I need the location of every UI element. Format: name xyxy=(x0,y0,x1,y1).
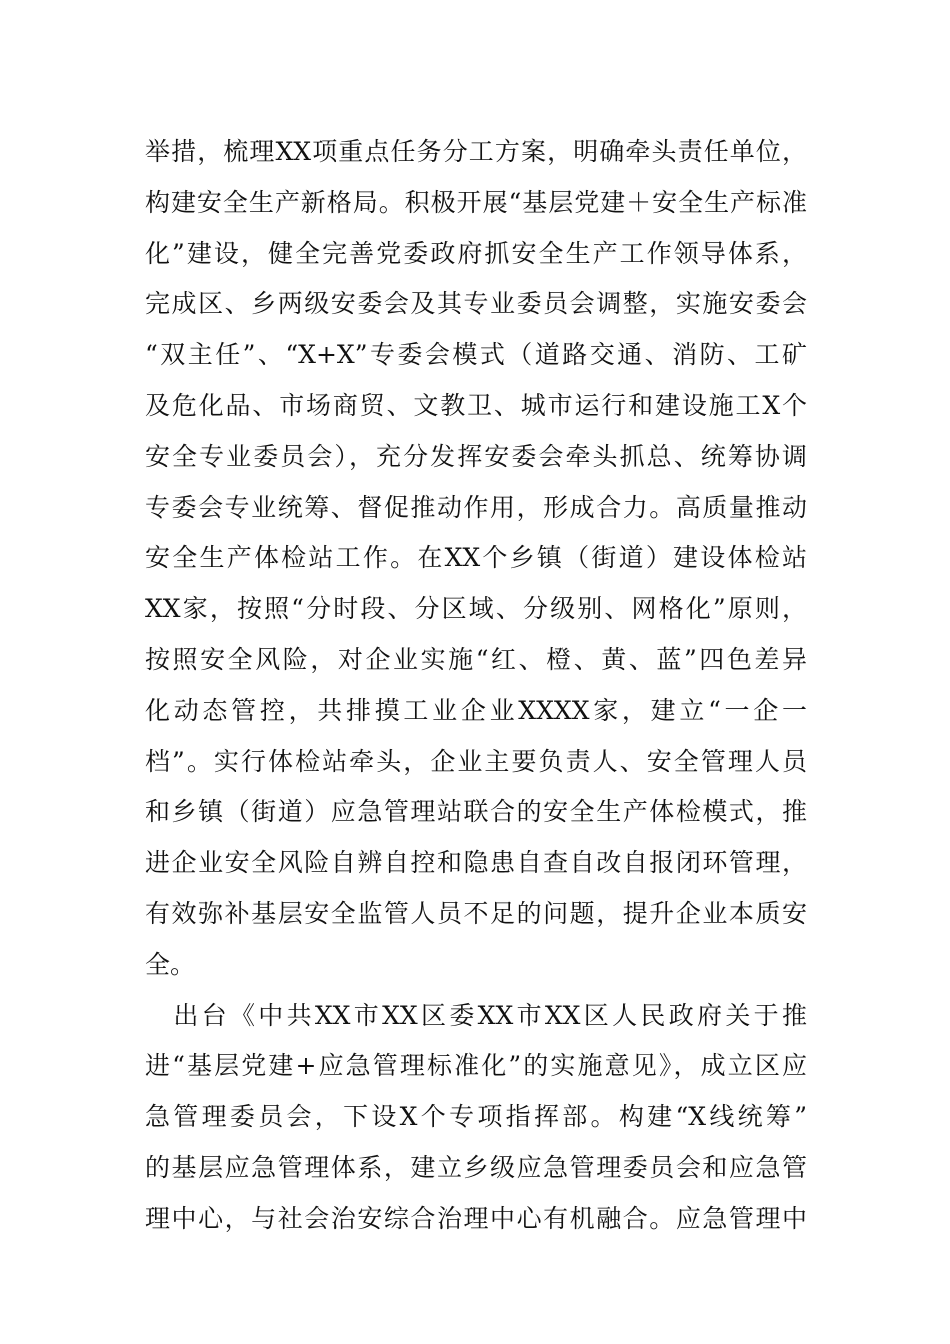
paragraph-line: 化”建设，健全完善党委政府抓安全生产工作领导体系， xyxy=(145,238,807,268)
paragraph-line: 化动态管控，共排摸工业企业XXXX家，建立“一企一 xyxy=(145,695,807,725)
paragraph-line: 全。 xyxy=(145,949,196,979)
paragraph-line: 进“基层党建+应急管理标准化”的实施意见》，成立区应 xyxy=(145,1051,807,1081)
paragraph-line: 有效弥补基层安全监管人员不足的问题，提升企业本质安 xyxy=(145,898,807,928)
paragraph-line: 构建安全生产新格局。积极开展“基层党建＋安全生产标准 xyxy=(145,187,807,217)
paragraph-line: 安全专业委员会），充分发挥安委会牵头抓总、统筹协调 xyxy=(145,441,807,471)
paragraph-line: 档”。实行体检站牵头，企业主要负责人、安全管理人员 xyxy=(145,746,807,776)
paragraph-1 xyxy=(145,127,807,991)
paragraph-line: 和乡镇（街道）应急管理站联合的安全生产体检模式，推 xyxy=(145,797,807,827)
paragraph-line: 及危化品、市场商贸、文教卫、城市运行和建设施工X个 xyxy=(145,390,807,420)
paragraph-line: “双主任”、“X+X”专委会模式（道路交通、消防、工矿 xyxy=(145,340,807,370)
paragraph-line: 举措，梳理XX项重点任务分工方案，明确牵头责任单位， xyxy=(145,137,807,166)
paragraph-line: 急管理委员会，下设X个专项指挥部。构建“X线统筹” xyxy=(145,1102,807,1132)
paragraph-line: 完成区、乡两级安委会及其专业委员会调整，实施安委会 xyxy=(145,289,807,319)
paragraph-line: 进企业安全风险自辨自控和隐患自查自改自报闭环管理， xyxy=(145,848,807,878)
paragraph-line: XX家，按照“分时段、分区域、分级别、网格化”原则， xyxy=(145,594,807,624)
paragraph-line: 专委会专业统筹、督促推动作用，形成合力。高质量推动 xyxy=(145,492,807,522)
paragraph-line: 的基层应急管理体系，建立乡级应急管理委员会和应急管 xyxy=(145,1152,807,1182)
paragraph-line: 按照安全风险，对企业实施“红、橙、黄、蓝”四色差异 xyxy=(145,644,807,674)
paragraph-line: 出台《中共XX市XX区委XX市XX区人民政府关于推 xyxy=(145,1000,807,1030)
document-body xyxy=(145,127,807,1245)
paragraph-2 xyxy=(145,991,807,1245)
paragraph-line: 理中心，与社会治安综合治理中心有机融合。应急管理中 xyxy=(145,1203,807,1233)
paragraph-line: 安全生产体检站工作。在XX个乡镇（街道）建设体检站 xyxy=(145,543,807,573)
